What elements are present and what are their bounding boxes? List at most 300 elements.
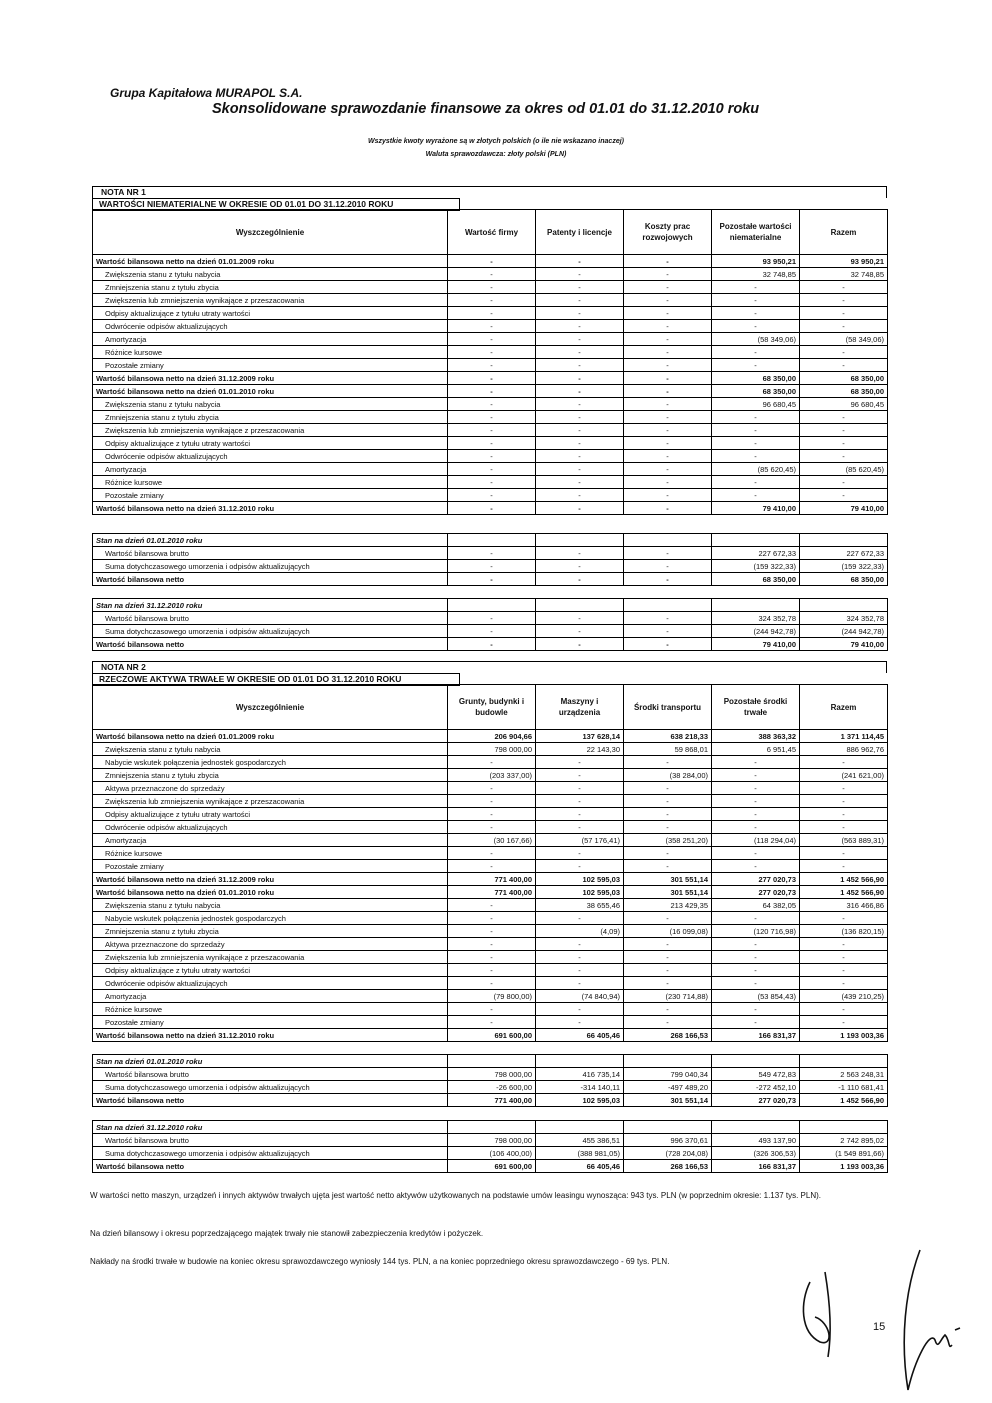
table-row xyxy=(93,385,888,398)
cell-value: - xyxy=(624,463,712,476)
cell-value: (244 942,78) xyxy=(712,625,800,638)
state-heading: Stan na dzień 01.01.2010 roku xyxy=(93,534,448,547)
cell-value: 59 868,01 xyxy=(624,743,712,756)
cell-value: - xyxy=(448,502,536,515)
table-row xyxy=(93,268,888,281)
cell-value: - xyxy=(624,573,712,586)
cell-value: - xyxy=(624,638,712,651)
page-number: 15 xyxy=(873,1321,886,1333)
cell-value: - xyxy=(448,1003,536,1016)
cell-value: - xyxy=(624,1003,712,1016)
cell-value: 277 020,73 xyxy=(712,1094,800,1107)
cell-value: - xyxy=(536,268,624,281)
row-label: Wartość bilansowa netto xyxy=(93,1160,448,1173)
cell-value: (728 204,08) xyxy=(624,1147,712,1160)
cell-value: 691 600,00 xyxy=(448,1160,536,1173)
cell-value: - xyxy=(448,899,536,912)
empty-cell xyxy=(712,1055,800,1068)
nota1-number: NOTA NR 1 xyxy=(92,186,887,198)
cell-value: 1 193 003,36 xyxy=(800,1160,888,1173)
nota2-table xyxy=(92,684,888,1042)
row-label: Wartość bilansowa netto xyxy=(93,573,448,586)
cell-value: - xyxy=(800,281,888,294)
state-heading: Stan na dzień 31.12.2010 roku xyxy=(93,1121,448,1134)
cell-value: 1 193 003,36 xyxy=(800,1029,888,1042)
table-row xyxy=(93,476,888,489)
row-label: Zmniejszenia stanu z tytułu zbycia xyxy=(93,925,448,938)
cell-value: 388 363,32 xyxy=(712,730,800,743)
cell-value: - xyxy=(536,573,624,586)
row-label: Różnice kursowe xyxy=(93,476,448,489)
table-row xyxy=(93,1029,888,1042)
cell-value: - xyxy=(712,769,800,782)
cell-value: 771 400,00 xyxy=(448,886,536,899)
empty-cell xyxy=(448,1055,536,1068)
cell-value: (241 621,00) xyxy=(800,769,888,782)
state-heading-row xyxy=(93,1121,888,1134)
cell-value: - xyxy=(536,476,624,489)
cell-value: (106 400,00) xyxy=(448,1147,536,1160)
cell-value: - xyxy=(536,307,624,320)
note-construction: Nakłady na środki trwałe w budowie na koniec okresu sprawozdawczego wyniosły 144 tys. PLN, a na koniec poprzedniego okresu sprawozdawczego - 69 tys. PLN. xyxy=(90,1257,670,1266)
cell-value: - xyxy=(536,346,624,359)
cell-value: - xyxy=(448,808,536,821)
cell-value: 93 950,21 xyxy=(712,255,800,268)
cell-value: (120 716,98) xyxy=(712,925,800,938)
table-row xyxy=(93,730,888,743)
cell-value: - xyxy=(800,782,888,795)
row-label: Wartość bilansowa brutto xyxy=(93,1068,448,1081)
row-label: Zmniejszenia stanu z tytułu zbycia xyxy=(93,769,448,782)
cell-value: - xyxy=(536,951,624,964)
cell-value: 549 472,83 xyxy=(712,1068,800,1081)
cell-value: - xyxy=(712,782,800,795)
cell-value: - xyxy=(448,463,536,476)
cell-value: (57 176,41) xyxy=(536,834,624,847)
cell-value: - xyxy=(624,333,712,346)
table-row xyxy=(93,821,888,834)
cell-value: - xyxy=(448,398,536,411)
cell-value: (388 981,05) xyxy=(536,1147,624,1160)
cell-value: - xyxy=(536,502,624,515)
table-row xyxy=(93,899,888,912)
nota1-state2-table xyxy=(92,598,888,651)
cell-value: (38 284,00) xyxy=(624,769,712,782)
row-label: Pozostałe zmiany xyxy=(93,860,448,873)
cell-value: -497 489,20 xyxy=(624,1081,712,1094)
cell-value: - xyxy=(624,502,712,515)
row-label: Aktywa przeznaczone do sprzedaży xyxy=(93,782,448,795)
cell-value: - xyxy=(536,612,624,625)
table-row xyxy=(93,424,888,437)
state-heading-row xyxy=(93,534,888,547)
cell-value: - xyxy=(448,977,536,990)
cell-value: - xyxy=(624,385,712,398)
cell-value: - xyxy=(712,320,800,333)
cell-value: - xyxy=(536,359,624,372)
row-label: Pozostałe zmiany xyxy=(93,359,448,372)
currency-label: Waluta sprawozdawcza: złoty polski (PLN) xyxy=(425,151,567,158)
cell-value: - xyxy=(448,782,536,795)
table-row xyxy=(93,951,888,964)
column-header: Wartość firmy xyxy=(448,210,536,255)
cell-value: 301 551,14 xyxy=(624,873,712,886)
cell-value: (203 337,00) xyxy=(448,769,536,782)
cell-value: - xyxy=(536,547,624,560)
state-heading-row xyxy=(93,1055,888,1068)
cell-value: (85 620,45) xyxy=(712,463,800,476)
cell-value: - xyxy=(448,359,536,372)
cell-value: - xyxy=(448,424,536,437)
cell-value: 166 831,37 xyxy=(712,1029,800,1042)
cell-value: (4,09) xyxy=(536,925,624,938)
cell-value: (159 322,33) xyxy=(712,560,800,573)
column-header: Razem xyxy=(800,210,888,255)
cell-value: - xyxy=(448,320,536,333)
company-name: Grupa Kapitałowa MURAPOL S.A. xyxy=(110,86,303,100)
cell-value: - xyxy=(448,964,536,977)
table-row xyxy=(93,307,888,320)
cell-value: - xyxy=(712,795,800,808)
table-row xyxy=(93,450,888,463)
cell-value: (85 620,45) xyxy=(800,463,888,476)
table-row xyxy=(93,964,888,977)
cell-value: - xyxy=(536,638,624,651)
row-label: Zmniejszenia stanu z tytułu zbycia xyxy=(93,281,448,294)
table-row xyxy=(93,411,888,424)
cell-value: - xyxy=(536,281,624,294)
empty-cell xyxy=(800,599,888,612)
cell-value: (30 167,66) xyxy=(448,834,536,847)
cell-value: - xyxy=(624,612,712,625)
cell-value: - xyxy=(800,860,888,873)
cell-value: - xyxy=(800,847,888,860)
table-row xyxy=(93,808,888,821)
row-label: Zwiększenia stanu z tytułu nabycia xyxy=(93,268,448,281)
cell-value: 277 020,73 xyxy=(712,873,800,886)
cell-value: - xyxy=(624,346,712,359)
cell-value: - xyxy=(448,333,536,346)
row-label: Pozostałe zmiany xyxy=(93,1016,448,1029)
cell-value: - xyxy=(536,964,624,977)
cell-value: - xyxy=(712,977,800,990)
cell-value: - xyxy=(624,547,712,560)
cell-value: - xyxy=(712,756,800,769)
cell-value: 316 466,86 xyxy=(800,899,888,912)
cell-value: - xyxy=(712,294,800,307)
cell-value: - xyxy=(536,860,624,873)
cell-value: - xyxy=(536,333,624,346)
cell-value: 301 551,14 xyxy=(624,1094,712,1107)
row-label: Amortyzacja xyxy=(93,463,448,476)
cell-value: - xyxy=(448,938,536,951)
table-row xyxy=(93,756,888,769)
table-row xyxy=(93,912,888,925)
cell-value: - xyxy=(624,281,712,294)
cell-value: - xyxy=(536,808,624,821)
row-label: Zwiększenia lub zmniejszenia wynikające z przeszacowania xyxy=(93,294,448,307)
cell-value: 324 352,78 xyxy=(800,612,888,625)
column-header: Maszyny i urządzenia xyxy=(536,685,624,730)
row-label: Zwiększenia lub zmniejszenia wynikające z przeszacowania xyxy=(93,795,448,808)
cell-value: - xyxy=(448,560,536,573)
cell-value: - xyxy=(712,424,800,437)
empty-cell xyxy=(536,1121,624,1134)
table-row xyxy=(93,437,888,450)
cell-value: - xyxy=(624,847,712,860)
cell-value: 771 400,00 xyxy=(448,1094,536,1107)
cell-value: - xyxy=(800,756,888,769)
cell-value: - xyxy=(536,625,624,638)
cell-value: - xyxy=(712,489,800,502)
cell-value: - xyxy=(624,860,712,873)
row-label: Odpisy aktualizujące z tytułu utraty wartości xyxy=(93,437,448,450)
cell-value: (58 349,06) xyxy=(712,333,800,346)
cell-value: - xyxy=(712,307,800,320)
empty-cell xyxy=(800,534,888,547)
row-label: Wartość bilansowa netto na dzień 01.01.2009 roku xyxy=(93,255,448,268)
cell-value: 798 000,00 xyxy=(448,743,536,756)
row-label: Wartość bilansowa brutto xyxy=(93,547,448,560)
table-row xyxy=(93,847,888,860)
row-label: Zwiększenia lub zmniejszenia wynikające z przeszacowania xyxy=(93,951,448,964)
cell-value: 102 595,03 xyxy=(536,886,624,899)
cell-value: - xyxy=(800,795,888,808)
cell-value: - xyxy=(624,938,712,951)
cell-value: - xyxy=(800,346,888,359)
cell-value: 1 452 566,90 xyxy=(800,886,888,899)
cell-value: 268 166,53 xyxy=(624,1029,712,1042)
column-header: Pozostałe środki trwałe xyxy=(712,685,800,730)
empty-cell xyxy=(448,599,536,612)
cell-value: 79 410,00 xyxy=(712,502,800,515)
cell-value: - xyxy=(624,1016,712,1029)
note-leasing: W wartości netto maszyn, urządzeń i innych aktywów trwałych ujęta jest wartość netto aktywów użytkowanych na podstawie umów leasingu wynosząca: 943 tys. PLN (w poprzednim okresie: 1.137 tys. PLN). xyxy=(90,1191,821,1200)
table-row xyxy=(93,873,888,886)
cell-value: - xyxy=(448,411,536,424)
row-label: Wartość bilansowa netto na dzień 01.01.2009 roku xyxy=(93,730,448,743)
cell-value: - xyxy=(712,1016,800,1029)
cell-value: - xyxy=(712,951,800,964)
table-row xyxy=(93,925,888,938)
cell-value: 102 595,03 xyxy=(536,873,624,886)
cell-value: - xyxy=(712,450,800,463)
cell-value: - xyxy=(536,756,624,769)
cell-value: 206 904,66 xyxy=(448,730,536,743)
cell-value: - xyxy=(800,964,888,977)
cell-value: - xyxy=(800,437,888,450)
cell-value: - xyxy=(624,795,712,808)
cell-value: - xyxy=(800,489,888,502)
cell-value: 798 000,00 xyxy=(448,1134,536,1147)
column-header: Wyszczególnienie xyxy=(93,210,448,255)
column-header: Patenty i licencje xyxy=(536,210,624,255)
cell-value: - xyxy=(536,1016,624,1029)
cell-value: - xyxy=(448,294,536,307)
row-label: Wartość bilansowa brutto xyxy=(93,612,448,625)
cell-value: 68 350,00 xyxy=(800,573,888,586)
row-label: Odpisy aktualizujące z tytułu utraty wartości xyxy=(93,964,448,977)
cell-value: - xyxy=(712,476,800,489)
cell-value: (1 549 891,66) xyxy=(800,1147,888,1160)
cell-value: - xyxy=(624,977,712,990)
nota2-header xyxy=(92,661,887,686)
table-row xyxy=(93,743,888,756)
table-row xyxy=(93,795,888,808)
cell-value: - xyxy=(536,795,624,808)
cell-value: (16 099,08) xyxy=(624,925,712,938)
table-row xyxy=(93,1068,888,1081)
empty-cell xyxy=(800,1121,888,1134)
table-row xyxy=(93,320,888,333)
table-row xyxy=(93,834,888,847)
row-label: Wartość bilansowa netto na dzień 01.01.2010 roku xyxy=(93,886,448,899)
cell-value: - xyxy=(448,573,536,586)
cell-value: 32 748,85 xyxy=(800,268,888,281)
cell-value: - xyxy=(536,398,624,411)
cell-value: - xyxy=(712,1003,800,1016)
cell-value: - xyxy=(800,307,888,320)
row-label: Suma dotychczasowego umorzenia i odpisów aktualizujących xyxy=(93,625,448,638)
cell-value: 32 748,85 xyxy=(712,268,800,281)
state-heading: Stan na dzień 31.12.2010 roku xyxy=(93,599,448,612)
cell-value: -272 452,10 xyxy=(712,1081,800,1094)
cell-value: - xyxy=(448,281,536,294)
table-row xyxy=(93,1134,888,1147)
cell-value: - xyxy=(712,808,800,821)
cell-value: (326 306,53) xyxy=(712,1147,800,1160)
cell-value: -314 140,11 xyxy=(536,1081,624,1094)
table-row xyxy=(93,573,888,586)
empty-cell xyxy=(712,1121,800,1134)
cell-value: 886 962,76 xyxy=(800,743,888,756)
cell-value: - xyxy=(624,437,712,450)
row-label: Wartość bilansowa netto xyxy=(93,638,448,651)
cell-value: -26 600,00 xyxy=(448,1081,536,1094)
cell-value: (230 714,88) xyxy=(624,990,712,1003)
cell-value: (358 251,20) xyxy=(624,834,712,847)
row-label: Różnice kursowe xyxy=(93,346,448,359)
header-row xyxy=(93,685,888,730)
cell-value: - xyxy=(448,255,536,268)
empty-cell xyxy=(800,1055,888,1068)
nota2-state2-table xyxy=(92,1120,888,1173)
empty-cell xyxy=(536,599,624,612)
cell-value: - xyxy=(624,489,712,502)
cell-value: 493 137,90 xyxy=(712,1134,800,1147)
cell-value: - xyxy=(800,424,888,437)
cell-value: -1 110 681,41 xyxy=(800,1081,888,1094)
table-row xyxy=(93,333,888,346)
cell-value: - xyxy=(536,782,624,795)
table-row xyxy=(93,359,888,372)
row-label: Amortyzacja xyxy=(93,834,448,847)
table-row xyxy=(93,1003,888,1016)
cell-value: 2 742 895,02 xyxy=(800,1134,888,1147)
cell-value: - xyxy=(624,255,712,268)
cell-value: - xyxy=(448,951,536,964)
row-label: Aktywa przeznaczone do sprzedaży xyxy=(93,938,448,951)
column-header: Razem xyxy=(800,685,888,730)
table-row xyxy=(93,1147,888,1160)
cell-value: - xyxy=(800,476,888,489)
cell-value: - xyxy=(536,320,624,333)
table-row xyxy=(93,769,888,782)
cell-value: (136 820,15) xyxy=(800,925,888,938)
cell-value: - xyxy=(624,821,712,834)
cell-value: (74 840,94) xyxy=(536,990,624,1003)
column-header: Pozostałe wartości niematerialne xyxy=(712,210,800,255)
cell-value: - xyxy=(448,847,536,860)
cell-value: 213 429,35 xyxy=(624,899,712,912)
cell-value: - xyxy=(712,437,800,450)
row-label: Różnice kursowe xyxy=(93,847,448,860)
cell-value: 268 166,53 xyxy=(624,1160,712,1173)
cell-value: 6 951,45 xyxy=(712,743,800,756)
header-row xyxy=(93,210,888,255)
cell-value: - xyxy=(448,307,536,320)
row-label: Suma dotychczasowego umorzenia i odpisów aktualizujących xyxy=(93,560,448,573)
row-label: Nabycie wskutek połączenia jednostek gospodarczych xyxy=(93,756,448,769)
cell-value: - xyxy=(536,769,624,782)
cell-value: 1 452 566,90 xyxy=(800,873,888,886)
cell-value: - xyxy=(624,359,712,372)
column-header: Wyszczególnienie xyxy=(93,685,448,730)
cell-value: 79 410,00 xyxy=(800,638,888,651)
table-row xyxy=(93,638,888,651)
row-label: Amortyzacja xyxy=(93,990,448,1003)
table-row xyxy=(93,1160,888,1173)
cell-value: (58 349,06) xyxy=(800,333,888,346)
cell-value: 96 680,45 xyxy=(800,398,888,411)
cell-value: 66 405,46 xyxy=(536,1029,624,1042)
table-row xyxy=(93,281,888,294)
cell-value: - xyxy=(448,795,536,808)
nota1-title: WARTOŚCI NIEMATERIALNE W OKRESIE OD 01.01 DO 31.12.2010 ROKU xyxy=(92,198,460,211)
nota1-table xyxy=(92,209,888,515)
row-label: Nabycie wskutek połączenia jednostek gospodarczych xyxy=(93,912,448,925)
table-row xyxy=(93,489,888,502)
note-collateral: Na dzień bilansowy i okresu poprzedzającego majątek trwały nie stanowił zabezpieczenia kredytów i pożyczek. xyxy=(90,1229,484,1238)
cell-value: - xyxy=(536,1003,624,1016)
cell-value: 93 950,21 xyxy=(800,255,888,268)
cell-value: - xyxy=(800,359,888,372)
cell-value: - xyxy=(536,463,624,476)
cell-value: 68 350,00 xyxy=(800,385,888,398)
signature-2 xyxy=(890,1240,980,1400)
row-label: Zwiększenia stanu z tytułu nabycia xyxy=(93,743,448,756)
cell-value: 96 680,45 xyxy=(712,398,800,411)
empty-cell xyxy=(624,599,712,612)
cell-value: - xyxy=(712,411,800,424)
cell-value: - xyxy=(712,281,800,294)
nota1-state1-table xyxy=(92,533,888,586)
cell-value: - xyxy=(800,821,888,834)
cell-value: - xyxy=(624,307,712,320)
cell-value: (244 942,78) xyxy=(800,625,888,638)
table-row xyxy=(93,398,888,411)
row-label: Odwrócenie odpisów aktualizujących xyxy=(93,320,448,333)
cell-value: (79 800,00) xyxy=(448,990,536,1003)
cell-value: (563 889,31) xyxy=(800,834,888,847)
cell-value: - xyxy=(536,560,624,573)
empty-cell xyxy=(448,534,536,547)
cell-value: - xyxy=(536,489,624,502)
cell-value: - xyxy=(624,411,712,424)
cell-value: - xyxy=(448,756,536,769)
cell-value: 68 350,00 xyxy=(712,385,800,398)
table-row xyxy=(93,560,888,573)
